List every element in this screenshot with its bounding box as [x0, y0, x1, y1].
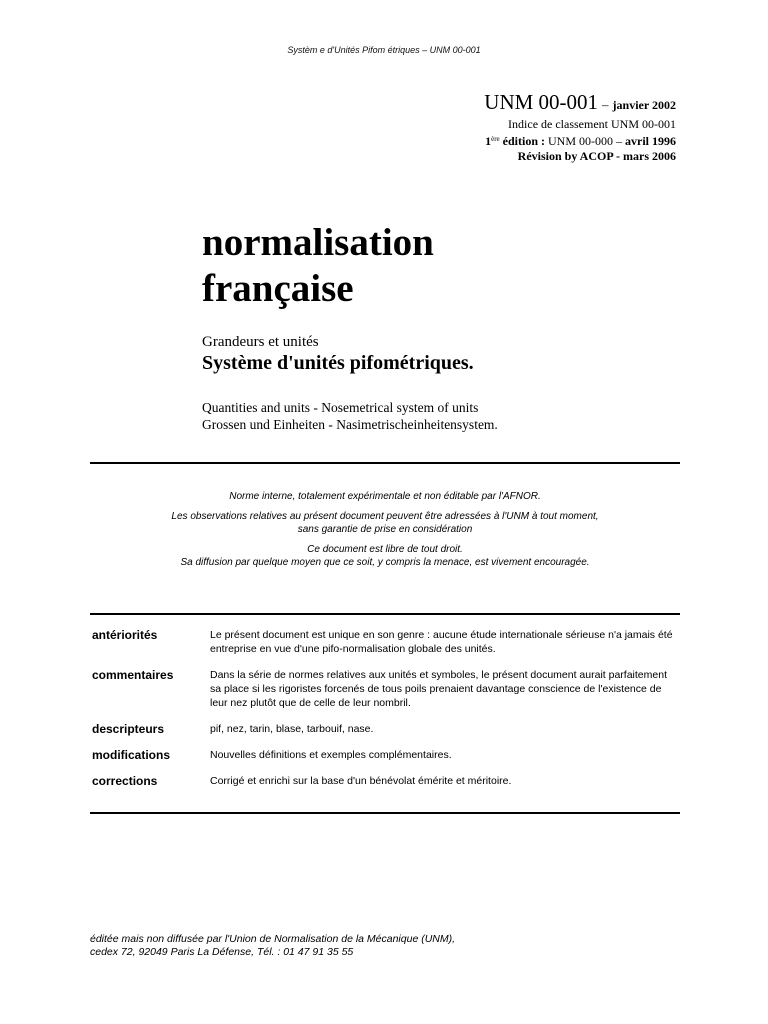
metadata-row-anteriorites — [92, 628, 680, 656]
reference-dash: – — [602, 97, 609, 112]
subtitle-block — [202, 334, 474, 375]
metadata-value: Dans la série de normes relatives aux unités et symboles, le présent document aurait parfaitement sa place si les rigoristes forcenés de tous poils prenaient davantage conscience de l'existence de leur nez plutôt que de celle de leur nombril. — [210, 669, 667, 709]
standard-date: janvier 2002 — [612, 98, 676, 112]
divider-middle — [90, 613, 680, 615]
metadata-value: Corrigé et enrichi sur la base d'un bénévolat émérite et méritoire. — [210, 775, 512, 787]
metadata-row-commentaires — [92, 668, 680, 710]
running-header: Systèm e d'Unités Pifom étriques – UNM 00-001 — [287, 45, 481, 55]
edition-superscript: ère — [491, 135, 500, 143]
metadata-label: commentaires — [92, 668, 174, 682]
title-line-1: normalisation — [202, 221, 434, 264]
notice-p3-line1: Ce document est libre de tout droit. — [307, 544, 463, 555]
edition-label: édition : — [499, 134, 545, 148]
edition-reference: UNM 00-000 – — [545, 134, 625, 148]
metadata-label: modifications — [92, 748, 171, 762]
metadata-label: antériorités — [92, 628, 158, 642]
subtitle-topic: Grandeurs et unités — [202, 334, 319, 350]
english-title: Quantities and units - Nosemetrical system of units — [202, 400, 479, 415]
german-title: Grossen und Einheiten - Nasimetrischeinheitensystem. — [202, 417, 498, 432]
metadata-label: descripteurs — [92, 722, 165, 736]
classification-index: Indice de classement UNM 00-001 — [508, 117, 676, 131]
main-title — [202, 220, 434, 312]
subtitle-heading: Système d'unités pifométriques. — [202, 352, 474, 374]
notice-paragraph-3 — [90, 543, 680, 569]
divider-top — [90, 462, 680, 464]
standard-number: UNM 00-001 — [484, 90, 599, 114]
edition-number: 1 — [485, 134, 492, 148]
divider-bottom — [90, 812, 680, 814]
metadata-table — [92, 628, 680, 800]
metadata-value: pif, nez, tarin, blase, tarbouif, nase. — [210, 723, 374, 735]
revision-line: Révision by ACOP - mars 2006 — [517, 149, 676, 163]
metadata-row-modifications — [92, 748, 680, 762]
notice-p3-line2: Sa diffusion par quelque moyen que ce soit, y compris la menace, est vivement encouragée. — [180, 557, 590, 568]
notice-block — [90, 490, 680, 576]
edition-date: avril 1996 — [625, 134, 676, 148]
notice-paragraph-1: Norme interne, totalement expérimentale et non éditable par l'AFNOR. — [229, 491, 541, 502]
notice-p2-line2: sans garantie de prise en considération — [297, 524, 473, 535]
reference-block — [484, 90, 676, 164]
first-edition — [484, 132, 676, 149]
metadata-value: Le présent document est unique en son genre : aucune étude internationale sérieuse n'a jamais été entreprise en vue d'une pifo-normalisation globale des unités. — [210, 629, 673, 655]
footer-line-1: éditée mais non diffusée par l'Union de Normalisation de la Mécanique (UNM), — [90, 933, 456, 945]
metadata-row-corrections — [92, 774, 680, 788]
notice-paragraph-2 — [90, 510, 680, 536]
metadata-row-descripteurs — [92, 722, 680, 736]
title-translations — [202, 399, 498, 433]
metadata-value: Nouvelles définitions et exemples complémentaires. — [210, 749, 452, 761]
footer-line-2: cedex 72, 92049 Paris La Défense, Tél. : 01 47 91 35 55 — [90, 946, 354, 958]
publisher-footer — [90, 933, 455, 959]
reference-line — [484, 90, 676, 117]
notice-p2-line1: Les observations relatives au présent document peuvent être adressées à l'UNM à tout moment, — [171, 511, 599, 522]
title-line-2: française — [202, 267, 354, 310]
metadata-label: corrections — [92, 774, 158, 788]
